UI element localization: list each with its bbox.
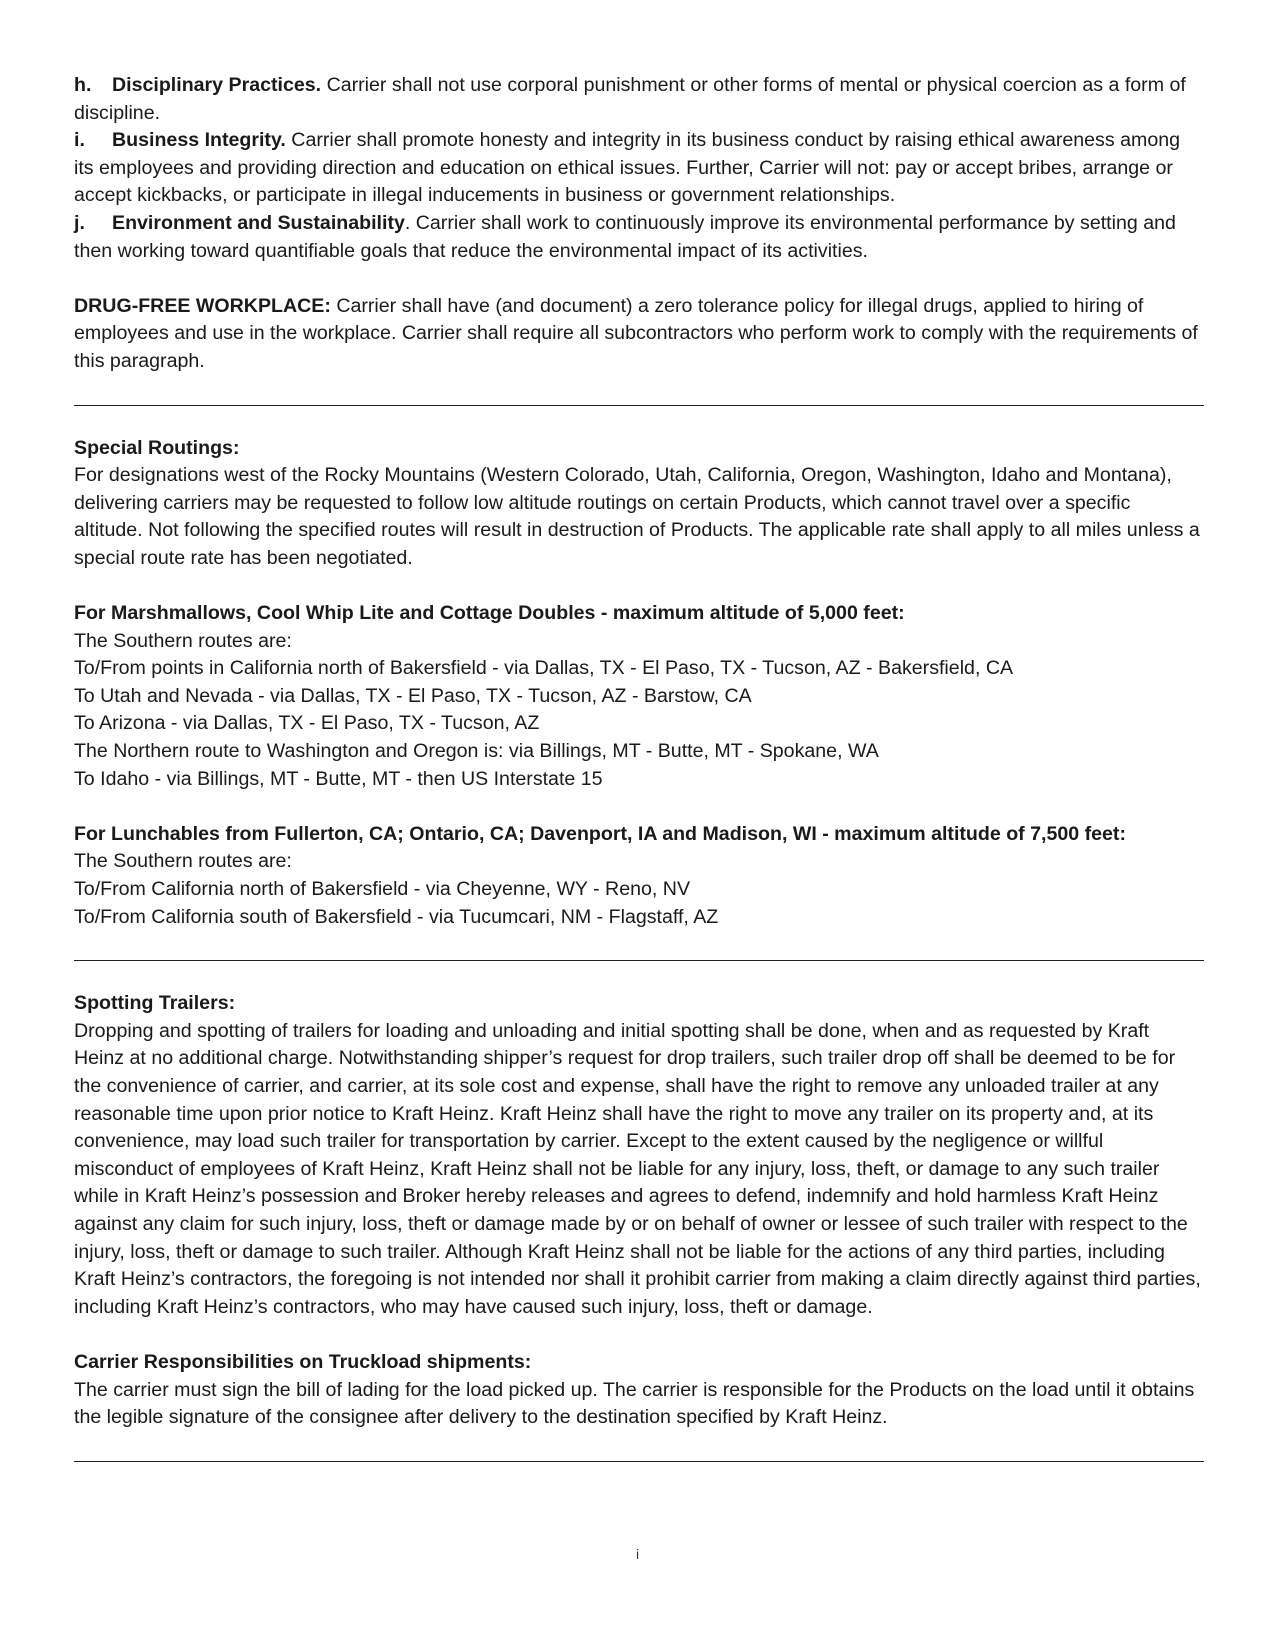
routing-group-2-heading: For Lunchables from Fullerton, CA; Ontario, CA; Davenport, IA and Madison, WI - maximum altitude of 7,500 feet: bbox=[74, 822, 1126, 845]
route-line: To/From California north of Bakersfield - via Cheyenne, WY - Reno, NV bbox=[74, 878, 691, 901]
spotting-trailers-title: Spotting Trailers: bbox=[74, 992, 236, 1015]
special-routings-intro: For designations west of the Rocky Mountains (Western Colorado, Utah, California, Oregon, Washington, Idaho and Montana), delivering carriers may be requested to follow low altitude routings on certain Products, which cannot travel over a specific altitude. Not following the specified routes will result in destruction of Products. The applicable rate shall apply to all miles unless a special route rate has been negotiated. bbox=[74, 464, 1200, 569]
route-line: To Arizona - via Dallas, TX - El Paso, TX - Tucson, AZ bbox=[74, 712, 540, 735]
route-line: To/From California south of Bakersfield - via Tucumcari, NM - Flagstaff, AZ bbox=[74, 905, 719, 928]
item-text: . Carrier shall work to continuously improve its environmental performance by setting and then working toward quantifiable goals that reduce the environmental impact of its activities. bbox=[74, 211, 1176, 262]
special-routings-title: Special Routings: bbox=[74, 436, 240, 459]
item-title: Business Integrity. bbox=[112, 129, 286, 152]
route-line: To Utah and Nevada - via Dallas, TX - El Paso, TX - Tucson, AZ - Barstow, CA bbox=[74, 684, 752, 707]
item-title: Environment and Sustainability bbox=[112, 211, 405, 234]
drug-free-title: DRUG-FREE WORKPLACE: bbox=[74, 294, 331, 317]
document-page bbox=[74, 72, 1204, 1462]
item-letter: j. bbox=[74, 211, 85, 234]
spotting-trailers-text: Dropping and spotting of trailers for loading and unloading and initial spotting shall be done, when and as requested by Kraft Heinz at no additional charge. Notwithstanding shipper’s request for drop trailers, such trailer drop off shall be deemed to be for the convenience of carrier, and carrier, at its sole cost and expense, shall have the right to remove any unloaded trailer at any reasonable time upon prior notice to Kraft Heinz. Kraft Heinz shall have the right to move any trailer on its property and, at its convenience, may load such trailer for transportation by carrier. Except to the extent caused by the negligence or willful misconduct of employees of Kraft Heinz, Kraft Heinz shall not be liable for any injury, loss, theft, or damage to any such trailer while in Kraft Heinz’s possession and Broker hereby releases and agrees to defend, indemnify and hold harmless Kraft Heinz against any claim for such injury, loss, theft or damage made by or on behalf of owner or lessee of such trailer with respect to the injury, loss, theft or damage to such trailer. Although Kraft Heinz shall not be liable for the actions of any third parties, including Kraft Heinz’s contractors, the foregoing is not intended nor shall it prohibit carrier from making a claim directly against third parties, including Kraft Heinz’s contractors, who may have caused such injury, loss, theft or damage. bbox=[74, 1019, 1201, 1318]
route-line: To Idaho - via Billings, MT - Butte, MT - then US Interstate 15 bbox=[74, 767, 603, 790]
route-line: To/From points in California north of Bakersfield - via Dallas, TX - El Paso, TX - Tucson, AZ - Bakersfield, CA bbox=[74, 657, 1014, 680]
page-number: i bbox=[635, 1546, 640, 1562]
drug-free-paragraph bbox=[74, 293, 1204, 376]
routing-group-1-heading: For Marshmallows, Cool Whip Lite and Cottage Doubles - maximum altitude of 5,000 feet: bbox=[74, 602, 905, 625]
section-divider bbox=[74, 1461, 1204, 1462]
route-line: The Southern routes are: bbox=[74, 629, 292, 652]
carrier-responsibilities-title: Carrier Responsibilities on Truckload shipments: bbox=[74, 1350, 532, 1373]
item-text: Carrier shall promote honesty and integrity in its business conduct by raising ethical awareness among its employees and providing direction and education on ethical issues. Further, Carrier will not: pay or accept bribes, arrange or accept kickbacks, or participate in illegal inducements in business or government relationships. bbox=[74, 129, 1181, 207]
ethics-item-i bbox=[74, 127, 1204, 210]
item-title: Disciplinary Practices. bbox=[112, 74, 322, 96]
item-text: Carrier shall not use corporal punishment or other forms of mental or physical coercion as a form of discipline. bbox=[74, 74, 1186, 124]
item-letter: i. bbox=[74, 129, 85, 152]
item-letter: h. bbox=[74, 74, 92, 96]
carrier-responsibilities-text: The carrier must sign the bill of lading for the load picked up. The carrier is responsible for the Products on the load until it obtains the legible signature of the consignee after delivery to the destination specified by Kraft Heinz. bbox=[74, 1378, 1195, 1429]
route-line: The Southern routes are: bbox=[74, 850, 292, 873]
drug-free-text: Carrier shall have (and document) a zero tolerance policy for illegal drugs, applied to hiring of employees and use in the workplace. Carrier shall require all subcontractors who perform work to comply with the requirements of this paragraph. bbox=[74, 294, 1198, 372]
route-line: The Northern route to Washington and Oregon is: via Billings, MT - Butte, MT - Spokane, WA bbox=[74, 740, 879, 763]
ethics-item-j bbox=[74, 210, 1204, 265]
ethics-item-h bbox=[74, 72, 1204, 127]
